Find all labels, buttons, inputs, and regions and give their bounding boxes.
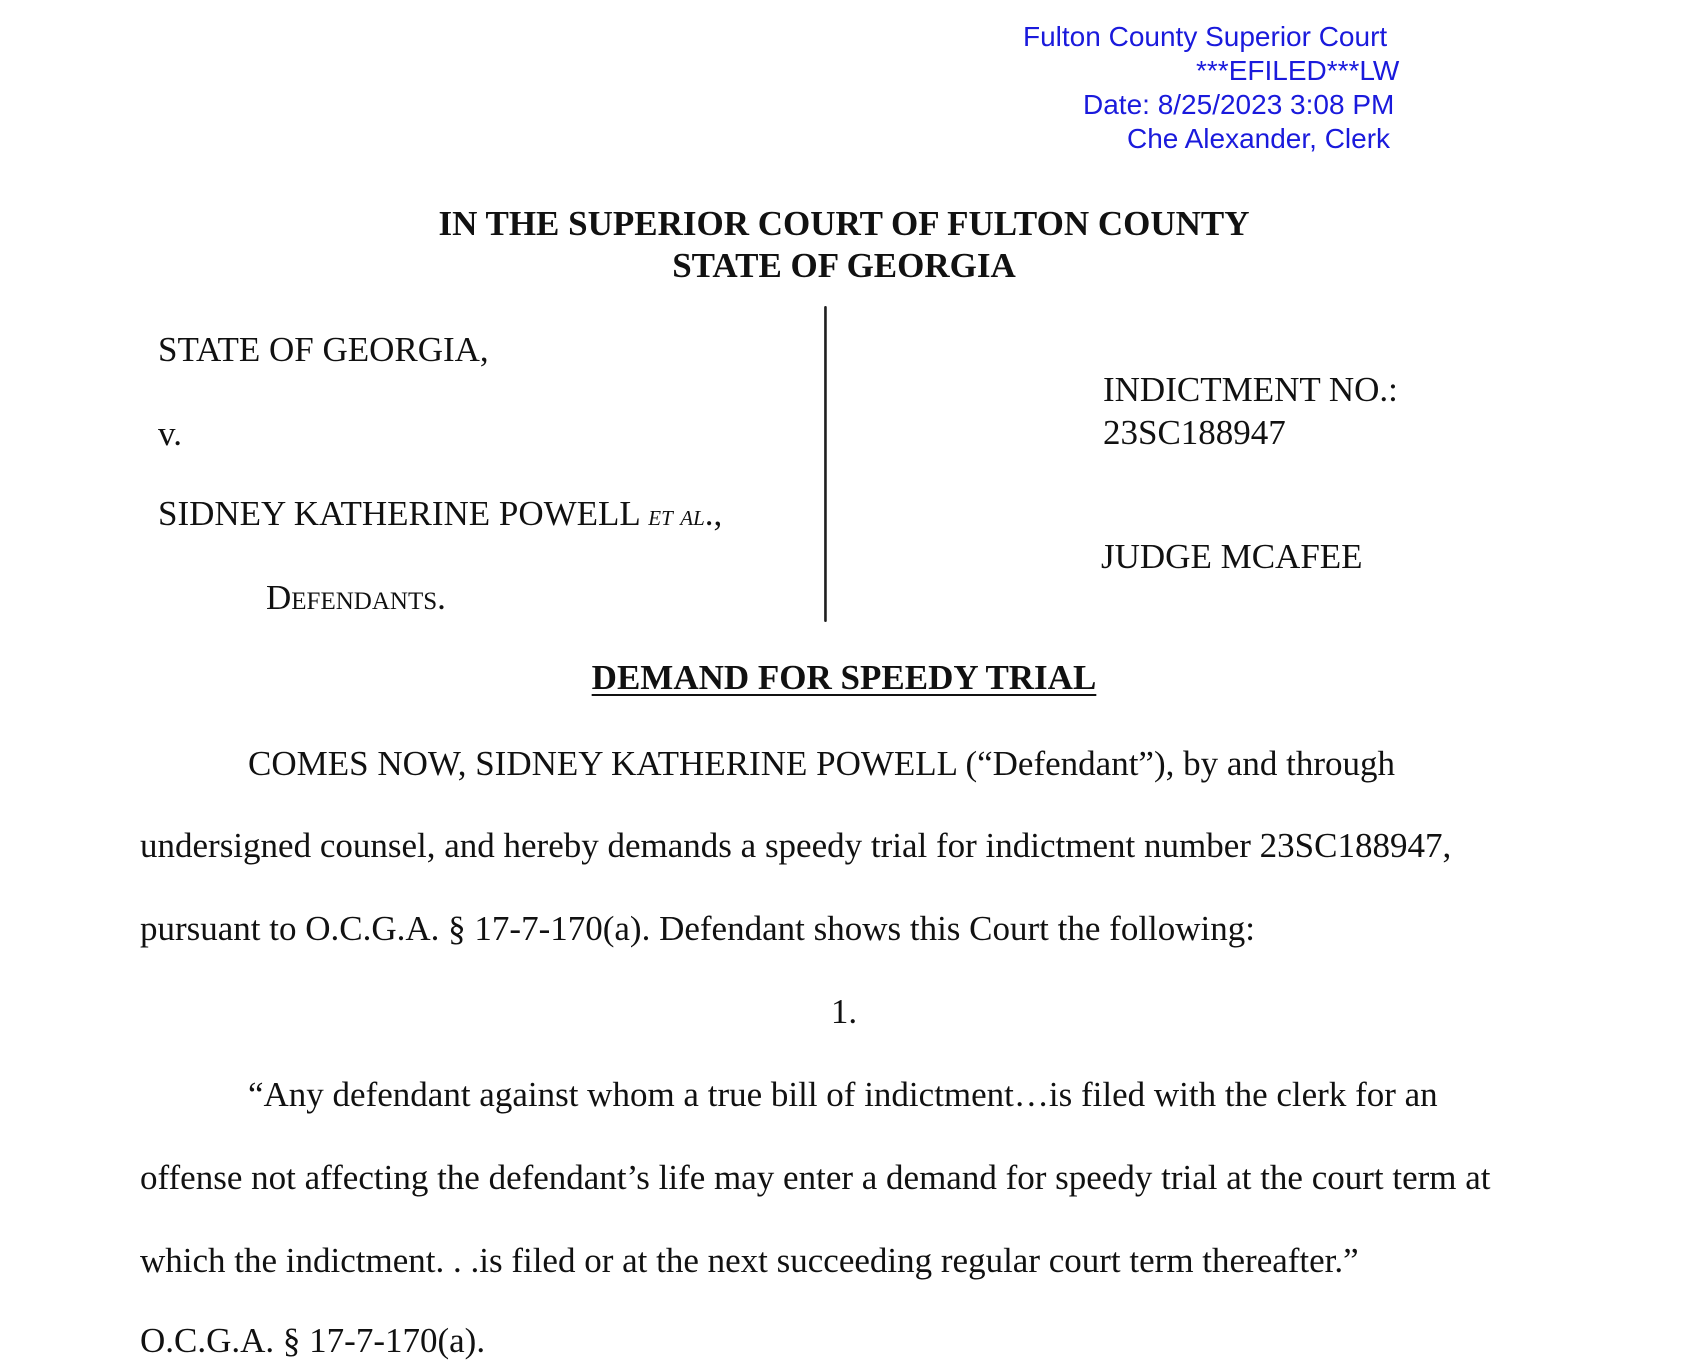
indictment-label: INDICTMENT NO.: [1103, 370, 1398, 409]
stamp-date: Date: 8/25/2023 3:08 PM [1083, 89, 1395, 120]
paragraph-1-line: O.C.G.A. § 17-7-170(a). [140, 1321, 486, 1360]
caption-defendants-label: Defendants. [266, 578, 446, 617]
paragraph-1-line: “Any defendant against whom a true bill of indictment…is filed with the clerk for an [248, 1075, 1438, 1114]
caption-defendant [158, 494, 722, 534]
document-title [0, 658, 1688, 698]
intro-line: pursuant to O.C.G.A. § 17-7-170(a). Defendant shows this Court the following: [140, 909, 1255, 948]
intro-line: undersigned counsel, and hereby demands a speedy trial for indictment number 23SC188947, [140, 826, 1452, 865]
court-state-heading: STATE OF GEORGIA [672, 246, 1016, 285]
indictment-number: 23SC188947 [1103, 413, 1286, 452]
stamp-court-name: Fulton County Superior Court [1023, 21, 1388, 52]
caption-versus: v. [158, 414, 182, 453]
caption-divider [824, 306, 827, 622]
paragraph-1-line: which the indictment. . .is filed or at the next succeeding regular court term thereafter.” [140, 1241, 1359, 1280]
caption-plaintiff: STATE OF GEORGIA, [158, 330, 489, 369]
court-name-heading: IN THE SUPERIOR COURT OF FULTON COUNTY [438, 204, 1250, 243]
caption-defendant-suffix: ., [704, 494, 723, 533]
stamp-efiled: ***EFILED***LW [1196, 55, 1400, 86]
document-title-text: DEMAND FOR SPEEDY TRIAL [591, 658, 1097, 697]
paragraph-1-line: offense not affecting the defendant’s life may enter a demand for speedy trial at the court term at [140, 1158, 1491, 1197]
caption-et-al: et al [648, 499, 705, 532]
caption-defendant-name: SIDNEY KATHERINE POWELL [158, 494, 649, 533]
efile-stamp [988, 20, 1688, 170]
judge-name: JUDGE MCAFEE [1101, 537, 1363, 576]
paragraph-number: 1. [830, 992, 858, 1031]
stamp-clerk: Che Alexander, Clerk [1127, 123, 1391, 154]
intro-line: COMES NOW, SIDNEY KATHERINE POWELL (“Defendant”), by and through [248, 744, 1396, 783]
